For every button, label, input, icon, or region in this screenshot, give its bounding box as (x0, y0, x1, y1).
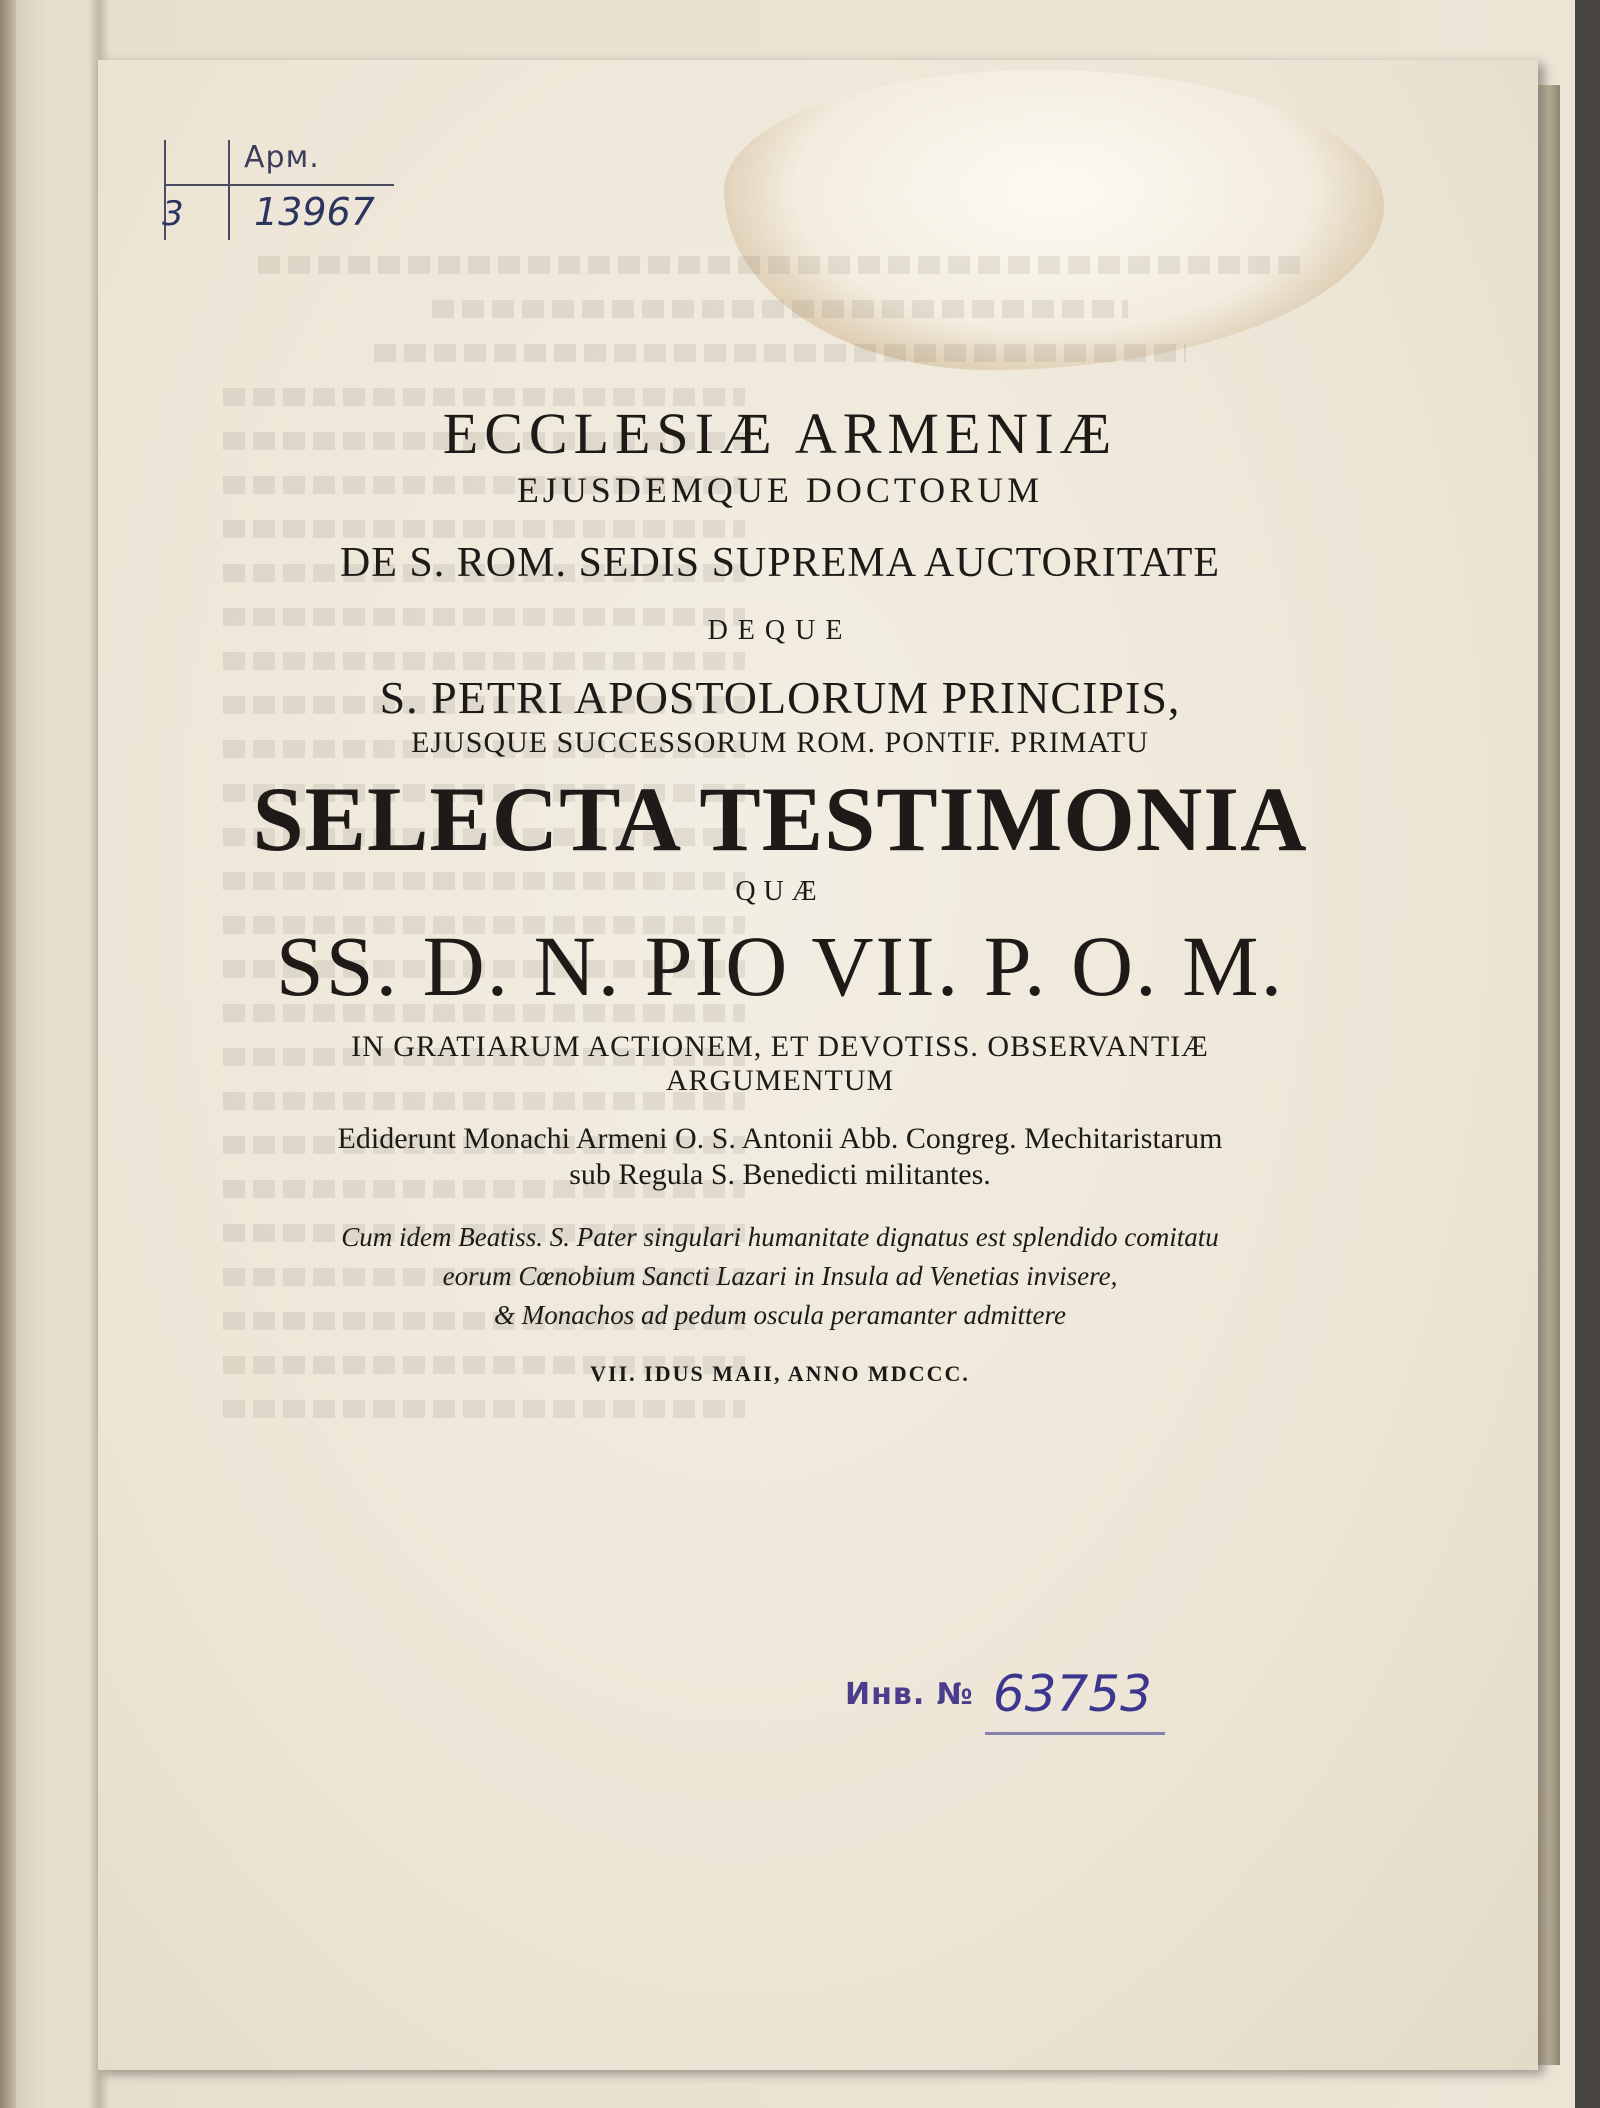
inventory-label: Инв. № (845, 1676, 974, 1712)
occasion-line-3: & Monachos ad pedum oscula peramanter admittere (494, 1300, 1066, 1330)
title-line-11: ARGUMENTUM (665, 1064, 895, 1097)
title-line-6: EJUSQUE SUCCESSORUM ROM. PONTIF. PRIMATU (411, 726, 1149, 759)
title-line-5: S. PETRI APOSTOLORUM PRINCIPIS, (379, 672, 1181, 723)
shelf-mark-section: 3 (162, 194, 184, 234)
title-line-8: QUÆ (735, 876, 825, 907)
shelf-mark-number: 13967 (254, 190, 375, 234)
inventory-number: 63753 (992, 1665, 1152, 1723)
title-page-text (200, 400, 1360, 1387)
title-line-4: DEQUE (707, 615, 853, 646)
date-line: VII. IDUS MAII, ANNO MDCCC. (590, 1361, 970, 1386)
title-line-1: ECCLESIÆ ARMENIÆ (442, 401, 1118, 466)
inventory-underline (985, 1732, 1165, 1735)
shelf-mark-collection: Арм. (244, 140, 320, 175)
water-stain (724, 70, 1384, 370)
publisher-line-1: Ediderunt Monachi Armeni O. S. Antonii Abb. Congreg. Mechitaristarum (337, 1122, 1223, 1155)
dedication-line: SS. D. N. PIO VII. P. O. M. (275, 918, 1285, 1014)
stamp-rule-vertical (228, 140, 230, 240)
main-title: SELECTA TESTIMONIA (252, 768, 1308, 870)
inventory-stamp (845, 1665, 1152, 1723)
title-line-3: DE S. ROM. SEDIS SUPREMA AUCTORITATE (339, 540, 1221, 586)
shelf-mark-stamp (158, 140, 398, 250)
title-line-10: IN GRATIARUM ACTIONEM, ET DEVOTISS. OBSERVANTIÆ (351, 1030, 1209, 1063)
publisher-line-2: sub Regula S. Benedicti militantes. (569, 1158, 991, 1191)
occasion-line-2: eorum Cœnobium Sancti Lazari in Insula ad Venetias invisere, (442, 1261, 1118, 1291)
title-line-2: EJUSDEMQUE DOCTORUM (516, 470, 1044, 510)
occasion-line-1: Cum idem Beatiss. S. Pater singulari humanitate dignatus est splendido comitatu (341, 1222, 1219, 1252)
stamp-rule-horizontal (164, 184, 394, 186)
